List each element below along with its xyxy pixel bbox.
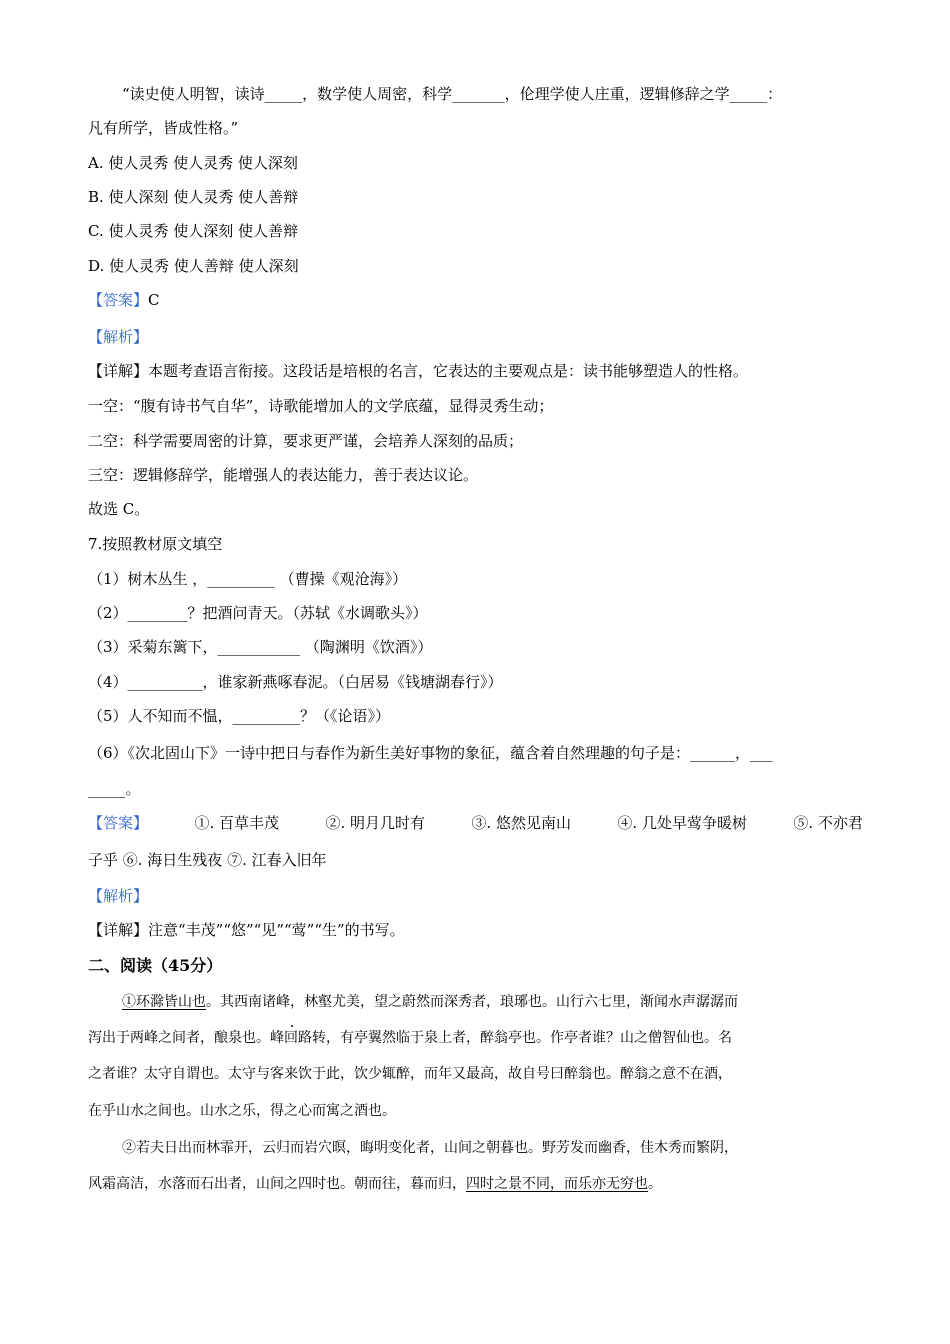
q7-item-2: （2）________？把酒问青天。（苏轼《水调歌头》）: [88, 604, 428, 622]
passage-p2-line1: ②若夫日出而林霏开，云归而岩穴暝，晦明变化者，山间之朝暮也。野芳发而幽香，佳木秀而繁阴，: [122, 1140, 738, 1156]
q7-item-5: （5）人不知而不愠，_________？（《论语》）: [88, 707, 391, 725]
q7-item-4: （4）__________，谁家新燕啄春泥。（白居易《钱塘湖春行》）: [88, 673, 503, 691]
passage-p1-line1: ①环滁皆山也。其西南诸峰，林壑尤美，望之蔚然而深秀者，琅琊也。山行六七里，渐闻水声潺潺而: [122, 994, 738, 1010]
q6-option-d: D. 使人灵秀 使人善辩 使人深刻: [88, 257, 299, 275]
q7-item-6: （6）《次北固山下》一诗中把日与春作为新生美好事物的象征，蕴含着自然理趣的句子是：______，___: [88, 744, 773, 762]
q7-answer-line2: 子乎 ⑥. 海日生残夜 ⑦. 江春入旧年: [88, 851, 327, 869]
q6-option-b: B. 使人深刻 使人灵秀 使人善辩: [88, 188, 299, 206]
q6-blank3: 三空：逻辑修辞学，能增强人的表达能力，善于表达议论。: [88, 466, 479, 484]
passage-p2-line2: 风霜高洁，水落而石出者，山间之四时也。朝而往，暮而归，四时之景不同，而乐亦无穷也。: [88, 1176, 662, 1192]
passage-p1-line4: 在乎山水之间也。山水之乐，得之心而寓之酒也。: [88, 1103, 396, 1119]
q6-conclusion: 故选 C。: [88, 500, 150, 518]
answer-tag: 【答案】: [88, 291, 149, 309]
q6-detail: 【详解】本题考查语言衔接。这段话是培根的名言，它表达的主要观点是：读书能够塑造人的性格。: [88, 362, 749, 380]
answer-item: ⑤. 不亦君: [793, 814, 863, 832]
passage-p1-line2: 泻出于两峰之间者，酿泉也。峰回路转，有亭翼然临于泉上者，醉翁亭也。作亭者谁？山之僧智仙也。名: [88, 1030, 732, 1046]
q6-blank1: 一空：“腹有诗书气自华”，诗歌能增加人的文学底蕴，显得灵秀生动；: [88, 397, 554, 415]
passage-p1-line3: 之者谁？太守自谓也。太守与客来饮于此，饮少辄醉，而年又最高，故自号曰醉翁也。醉翁之意不在酒，: [88, 1066, 732, 1082]
emphasis-dot-char: 回: [284, 1030, 298, 1046]
underlined-sentence: ①环滁皆山也: [122, 994, 206, 1010]
q6-option-a: A. 使人灵秀 使人灵秀 使人深刻: [88, 154, 298, 172]
section-heading: 二、阅读（45分）: [88, 956, 223, 975]
answer-value: C: [148, 291, 160, 309]
q7-item-1: （1）树木丛生 ，_________ （曹操《观沧海》）: [88, 570, 408, 588]
underlined-sentence: 四时之景不同，而乐亦无穷也: [466, 1176, 648, 1192]
answer-item: ④. 几处早莺争暖树: [617, 814, 747, 832]
answer-item: ①. 百草丰茂: [194, 814, 279, 832]
answer-tag: 【答案】: [88, 814, 149, 832]
q7-answer-line1: [88, 813, 863, 833]
q7-item-6-cont: _____。: [88, 780, 141, 798]
q6-answer: [88, 290, 863, 310]
q6-stem-line2: 凡有所学，皆成性格。”: [88, 119, 239, 137]
q7-analysis-tag: 【解析】: [88, 887, 149, 905]
q6-analysis-tag: 【解析】: [88, 328, 149, 346]
q7-item-3: （3）采菊东篱下，___________ （陶渊明《饮酒》）: [88, 638, 433, 656]
q6-option-c: C. 使人灵秀 使人深刻 使人善辩: [88, 222, 299, 240]
q6-stem-line1: “读史使人明智，读诗_____，数学使人周密，科学_______，伦理学使人庄重，逻辑修辞之学_____：: [122, 85, 783, 103]
q7-title: 7.按照教材原文填空: [88, 535, 223, 553]
answer-item: ②. 明月几时有: [325, 814, 425, 832]
q7-detail: 【详解】注意“丰茂”“悠”“见”“莺”“生”的书写。: [88, 921, 405, 939]
q6-blank2: 二空：科学需要周密的计算，要求更严谨，会培养人深刻的品质；: [88, 432, 524, 450]
answer-item: ③. 悠然见南山: [471, 814, 571, 832]
